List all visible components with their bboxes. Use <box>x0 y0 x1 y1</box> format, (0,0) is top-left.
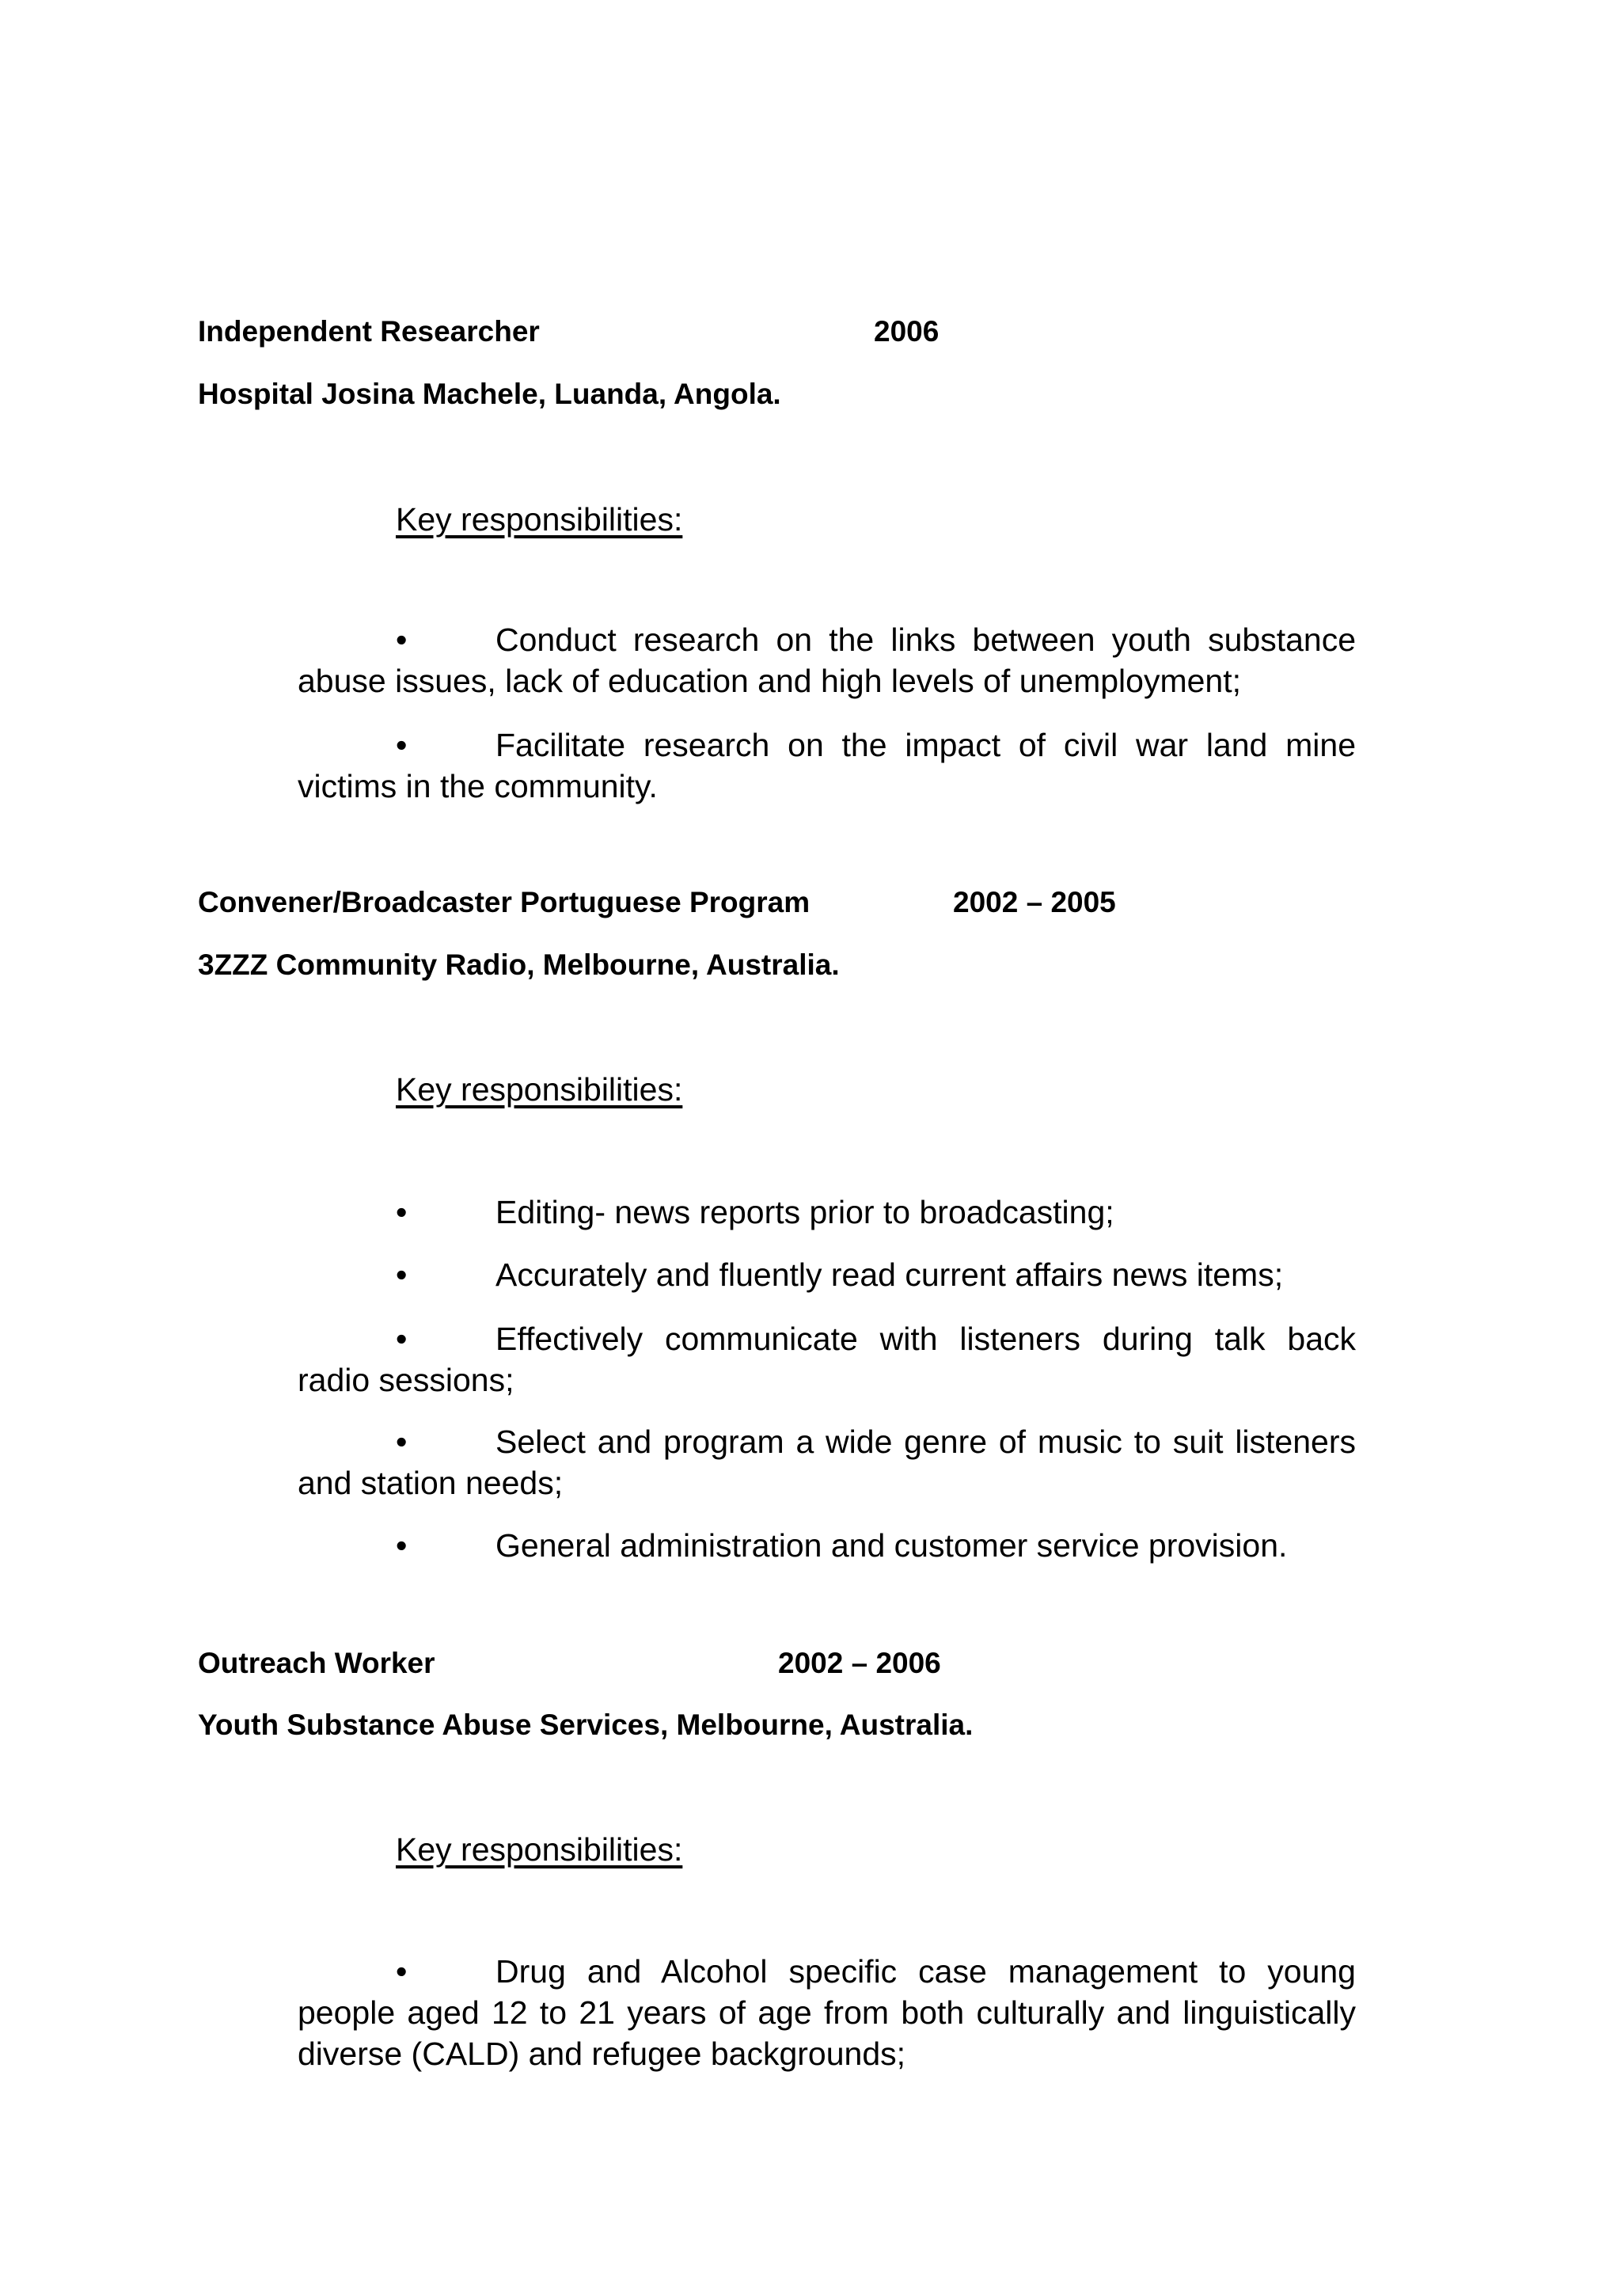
job-title: Convener/Broadcaster Portuguese Program <box>198 886 810 918</box>
responsibility-item: • Facilitate research on the impact of civil war land mine victims in the community. <box>298 724 1356 807</box>
key-responsibilities-label: Key responsibilities: <box>396 1071 683 1108</box>
responsibility-item: • Effectively communicate with listeners during talk back radio sessions; <box>298 1318 1356 1401</box>
responsibility-item: • Select and program a wide genre of music to suit listeners and station needs; <box>298 1421 1356 1503</box>
key-responsibilities-label: Key responsibilities: <box>396 1831 683 1868</box>
bullet-icon: • <box>396 1527 408 1564</box>
responsibility-item: • Editing- news reports prior to broadcasting; <box>298 1192 1356 1233</box>
responsibility-item: • Conduct research on the links between youth substance abuse issues, lack of education and high levels of unemployment; <box>298 619 1356 701</box>
job-organization: 3ZZZ Community Radio, Melbourne, Australia. <box>198 948 840 981</box>
job-years: 2002 – 2006 <box>778 1647 941 1679</box>
job-years: 2002 – 2005 <box>953 886 1116 918</box>
responsibility-item: • General administration and customer service provision. <box>298 1525 1356 1566</box>
bullet-icon: • <box>396 1953 408 1990</box>
job-years: 2006 <box>874 315 940 348</box>
bullet-icon: • <box>396 622 408 658</box>
bullet-icon: • <box>396 1424 408 1460</box>
responsibility-item: • Drug and Alcohol specific case management to young people aged 12 to 21 years of age from both culturally and linguistically diverse (CALD) and refugee backgrounds; <box>298 1951 1356 2074</box>
bullet-icon: • <box>396 727 408 763</box>
job-organization: Hospital Josina Machele, Luanda, Angola. <box>198 378 781 410</box>
responsibility-item: • Accurately and fluently read current affairs news items; <box>298 1254 1356 1295</box>
key-responsibilities-label: Key responsibilities: <box>396 501 683 538</box>
bullet-icon: • <box>396 1256 408 1293</box>
bullet-icon: • <box>396 1321 408 1357</box>
job-title: Independent Researcher <box>198 315 540 348</box>
job-organization: Youth Substance Abuse Services, Melbourne, Australia. <box>198 1709 974 1741</box>
bullet-icon: • <box>396 1194 408 1230</box>
job-title: Outreach Worker <box>198 1647 435 1679</box>
